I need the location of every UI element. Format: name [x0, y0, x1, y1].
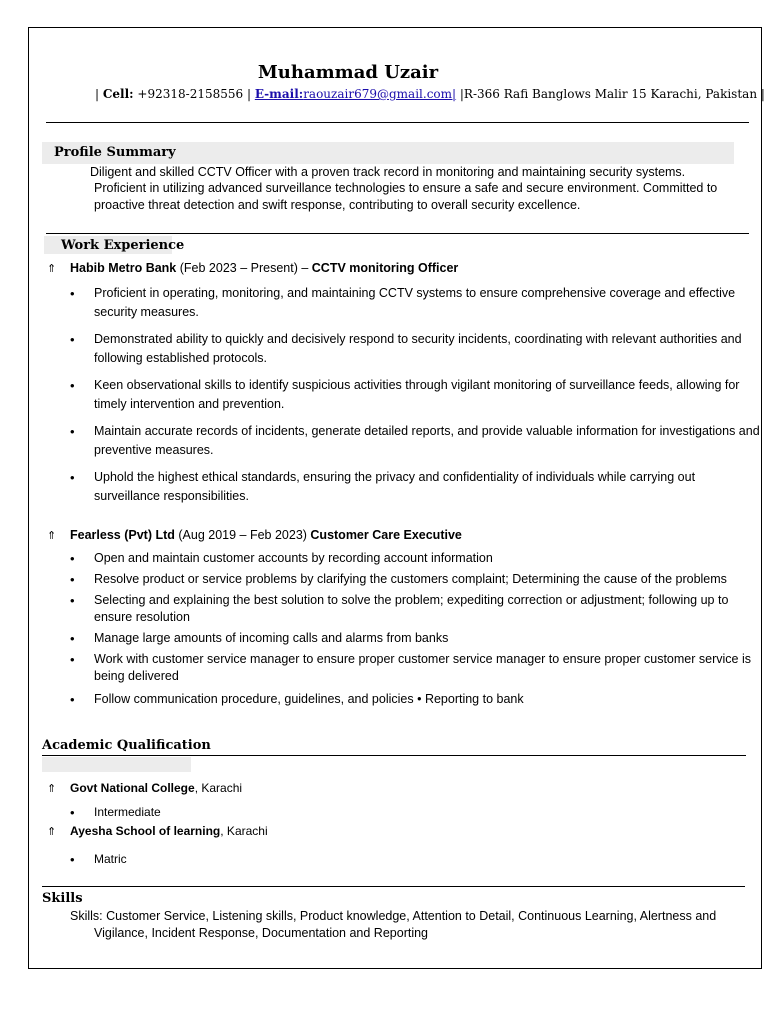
arrow-bullet-icon: ⇑ — [47, 530, 57, 542]
skills-line2: Vigilance, Incident Response, Documentation and Reporting — [94, 926, 429, 940]
candidate-name: Muhammad Uzair — [257, 62, 439, 83]
job-bullet: • Resolve product or service problems by clarifying the customers complaint; Determining the cause of the problems — [94, 571, 760, 588]
job-bullet: • Work with customer service manager to ensure proper customer service manager to ensure proper customer service is being delivered — [94, 651, 760, 685]
arrow-bullet-icon: ⇑ — [47, 263, 57, 275]
skills-line1: Skills: Customer Service, Listening skills, Product knowledge, Attention to Detail, Continuous Learning, Alertness and — [70, 909, 717, 923]
qualification-level: • Matric — [94, 850, 494, 869]
job-role: Customer Care Executive — [310, 528, 462, 542]
email-link[interactable]: raouzair679@gmail.com| — [303, 87, 457, 101]
profile-divider — [46, 233, 749, 234]
job-bullet: • Open and maintain customer accounts by recording account information — [94, 550, 760, 567]
school-line — [70, 824, 268, 838]
address: |R-366 Rafi Banglows Malir 15 Karachi, Pakistan | — [456, 87, 765, 101]
job-header — [70, 528, 462, 542]
school-bullets — [94, 803, 494, 822]
email-label: E-mail: — [254, 87, 304, 101]
contact-line — [95, 87, 765, 101]
work-experience-title: Work Experience — [61, 238, 185, 253]
job-header — [70, 261, 458, 275]
job-period: (Feb 2023 – Present) – — [176, 261, 312, 275]
job-bullet: • Uphold the highest ethical standards, ensuring the privacy and confidentiality of individuals while carrying out surveillance responsibilities. — [94, 468, 760, 506]
job-company: Fearless (Pvt) Ltd — [70, 528, 175, 542]
academic-divider — [42, 755, 746, 756]
skills-title: Skills — [42, 891, 83, 906]
qualification-level: • Intermediate — [94, 803, 494, 822]
job-bullet: • Maintain accurate records of incidents, generate detailed reports, and provide valuable information for investigations and preventive measures. — [94, 422, 760, 460]
academic-title-shade — [42, 757, 191, 772]
profile-summary-title: Profile Summary — [54, 145, 176, 160]
school-city: , Karachi — [220, 824, 268, 838]
skills-divider — [42, 886, 745, 887]
school-line — [70, 781, 242, 795]
cell-value: +92318-2158556 | — [133, 87, 255, 101]
job-period: (Aug 2019 – Feb 2023) — [174, 528, 311, 542]
header-divider — [46, 122, 749, 123]
school-city: , Karachi — [194, 781, 243, 795]
contact-prefix: | — [95, 87, 103, 101]
profile-text-line3: proactive threat detection and swift response, contributing to overall security excellence. — [94, 198, 581, 212]
school-name: Ayesha School of learning — [70, 824, 221, 838]
job-bullets — [94, 550, 760, 708]
profile-text-line2: Proficient in utilizing advanced surveillance technologies to ensure a safe and secure environment. Committed to — [94, 181, 718, 195]
arrow-bullet-icon: ⇑ — [47, 783, 57, 795]
cell-label: Cell: — [102, 87, 134, 101]
job-bullet: • Keen observational skills to identify suspicious activities through vigilant monitoring of surveillance feeds, allowing for timely intervention and prevention. — [94, 376, 760, 414]
school-bullets — [94, 850, 494, 869]
job-role: CCTV monitoring Officer — [311, 261, 459, 275]
profile-text-line1: Diligent and skilled CCTV Officer with a proven track record in monitoring and maintaining security systems. — [90, 165, 686, 179]
arrow-bullet-icon: ⇑ — [47, 826, 57, 838]
job-bullet: • Follow communication procedure, guidelines, and policies • Reporting to bank — [94, 691, 760, 708]
academic-title: Academic Qualification — [42, 738, 211, 753]
job-company: Habib Metro Bank — [70, 261, 177, 275]
job-bullets — [94, 284, 760, 506]
job-bullet: • Selecting and explaining the best solution to solve the problem; expediting correction or adjustment; following up to ensure resolution — [94, 592, 760, 626]
school-name: Govt National College — [70, 781, 195, 795]
job-bullet: • Proficient in operating, monitoring, and maintaining CCTV systems to ensure comprehensive coverage and effective security measures. — [94, 284, 760, 322]
job-bullet: • Manage large amounts of incoming calls and alarms from banks — [94, 630, 760, 647]
job-bullet: • Demonstrated ability to quickly and decisively respond to security incidents, coordinating with relevant authorities and following established protocols. — [94, 330, 760, 368]
